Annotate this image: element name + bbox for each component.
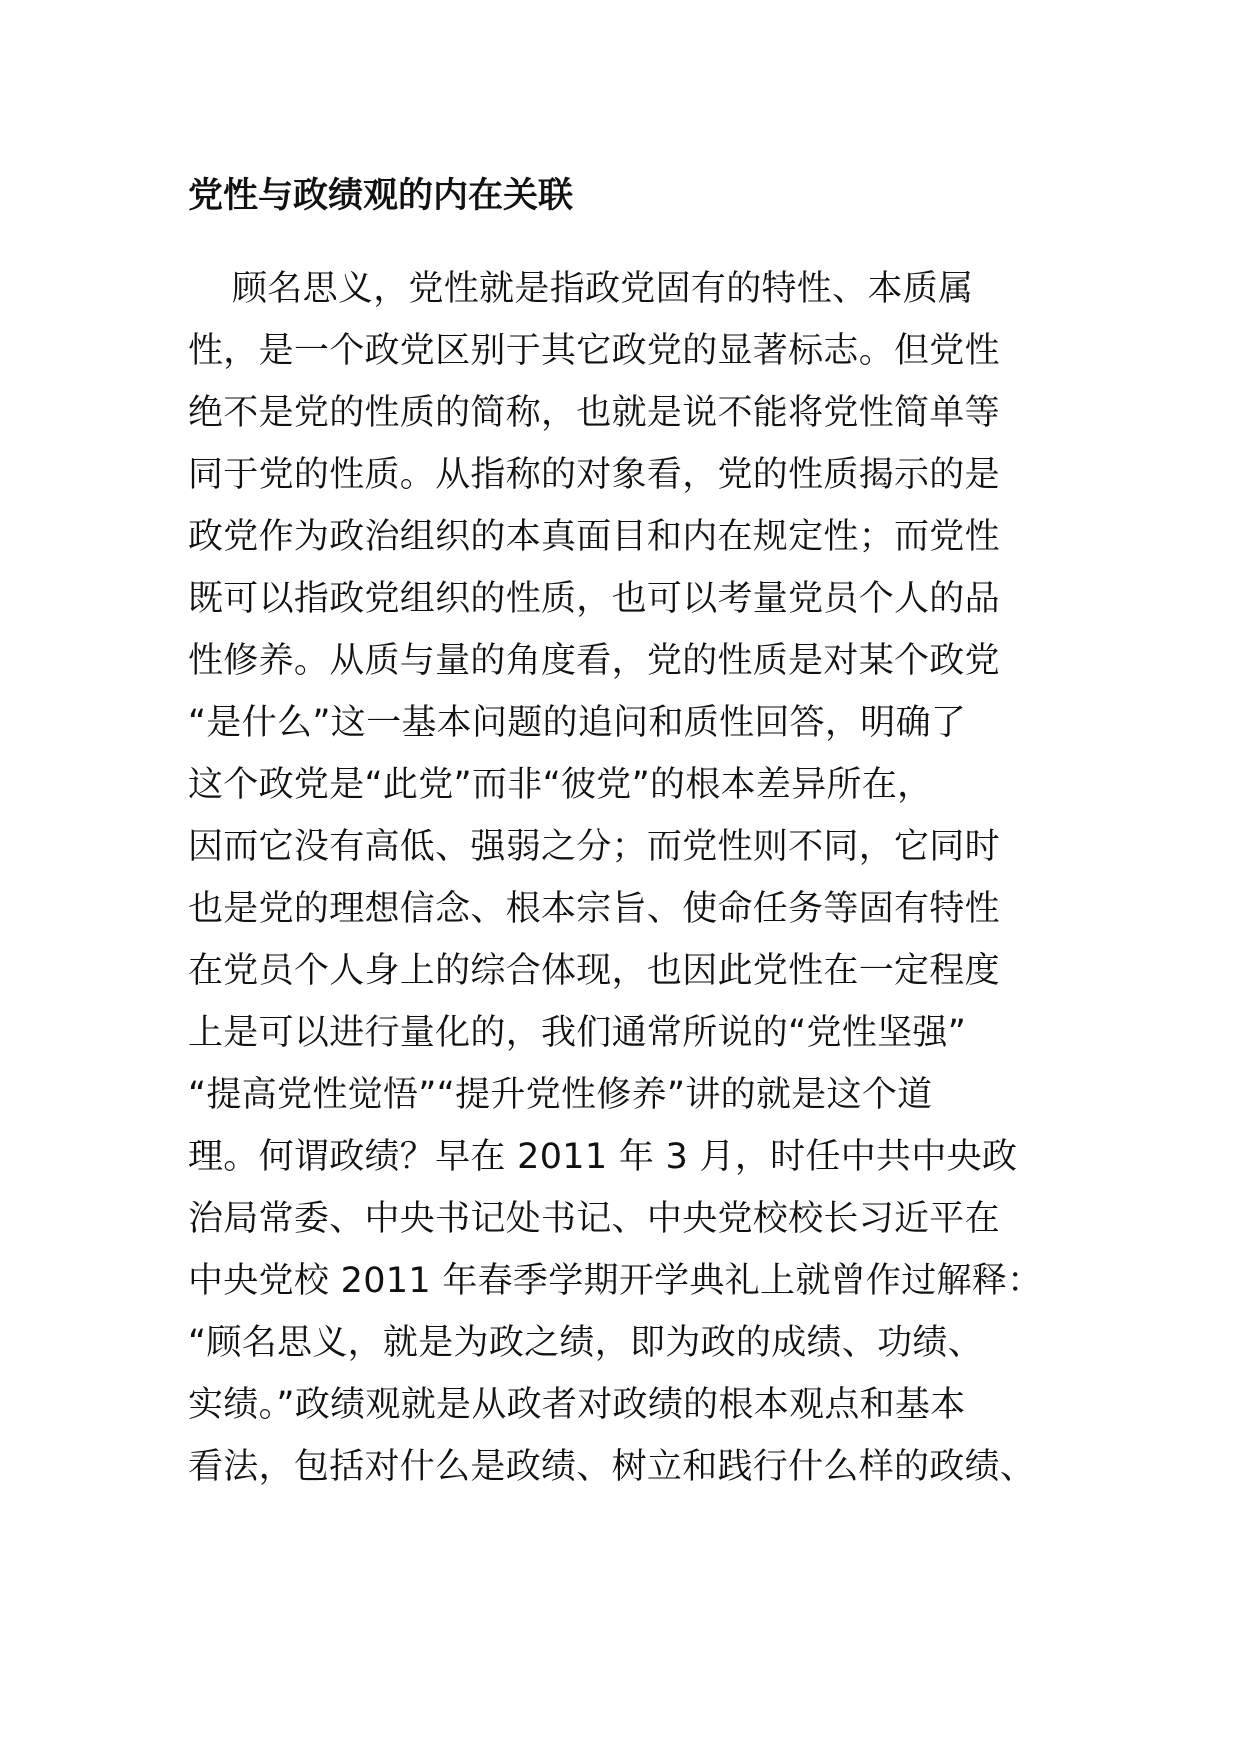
paragraph-line: 实绩。”政绩观就是从政者对政绩的根本观点和基本 bbox=[188, 1385, 966, 1425]
paragraph-line: “是什么”这一基本问题的追问和质性回答，明确了 bbox=[188, 703, 967, 743]
paragraph-line: 同于党的性质。从指称的对象看，党的性质揭示的是 bbox=[188, 455, 1000, 495]
paragraph-line: “提高党性觉悟”“提升党性修养”讲的就是这个道 bbox=[188, 1075, 933, 1115]
document-body bbox=[188, 258, 1088, 1498]
paragraph-line: 政党作为政治组织的本真面目和内在规定性；而党性 bbox=[188, 517, 1000, 557]
paragraph-line: 既可以指政党组织的性质，也可以考量党员个人的品 bbox=[188, 579, 1000, 619]
paragraph-line: “顾名思义，就是为政之绩，即为政的成绩、功绩、 bbox=[188, 1323, 984, 1363]
paragraph-line: 也是党的理想信念、根本宗旨、使命任务等固有特性 bbox=[188, 889, 1000, 929]
paragraph-line: 理。何谓政绩？早在 2011 年 3 月，时任中共中央政 bbox=[188, 1137, 1018, 1177]
paragraph-line: 在党员个人身上的综合体现，也因此党性在一定程度 bbox=[188, 951, 1000, 991]
paragraph-line: 中央党校 2011 年春季学期开学典礼上就曾作过解释： bbox=[188, 1261, 1043, 1301]
paragraph-line: 治局常委、中央书记处书记、中央党校校长习近平在 bbox=[188, 1199, 1000, 1239]
paragraph-line: 看法，包括对什么是政绩、树立和践行什么样的政绩、 bbox=[188, 1447, 1036, 1487]
paragraph-line: 因而它没有高低、强弱之分；而党性则不同，它同时 bbox=[188, 827, 1000, 867]
paragraph-line: 性，是一个政党区别于其它政党的显著标志。但党性 bbox=[188, 331, 1000, 371]
paragraph-line: 上是可以进行量化的，我们通常所说的“党性坚强” bbox=[188, 1013, 967, 1053]
paragraph-line: 顾名思义，党性就是指政党固有的特性、本质属 bbox=[232, 269, 974, 309]
paragraph-line: 这个政党是“此党”而非“彼党”的根本差异所在， bbox=[188, 765, 933, 805]
document-title: 党性与政绩观的内在关联 bbox=[188, 175, 574, 216]
paragraph-line: 绝不是党的性质的简称，也就是说不能将党性简单等 bbox=[188, 393, 1000, 433]
paragraph-line: 性修养。从质与量的角度看，党的性质是对某个政党 bbox=[188, 641, 1000, 681]
